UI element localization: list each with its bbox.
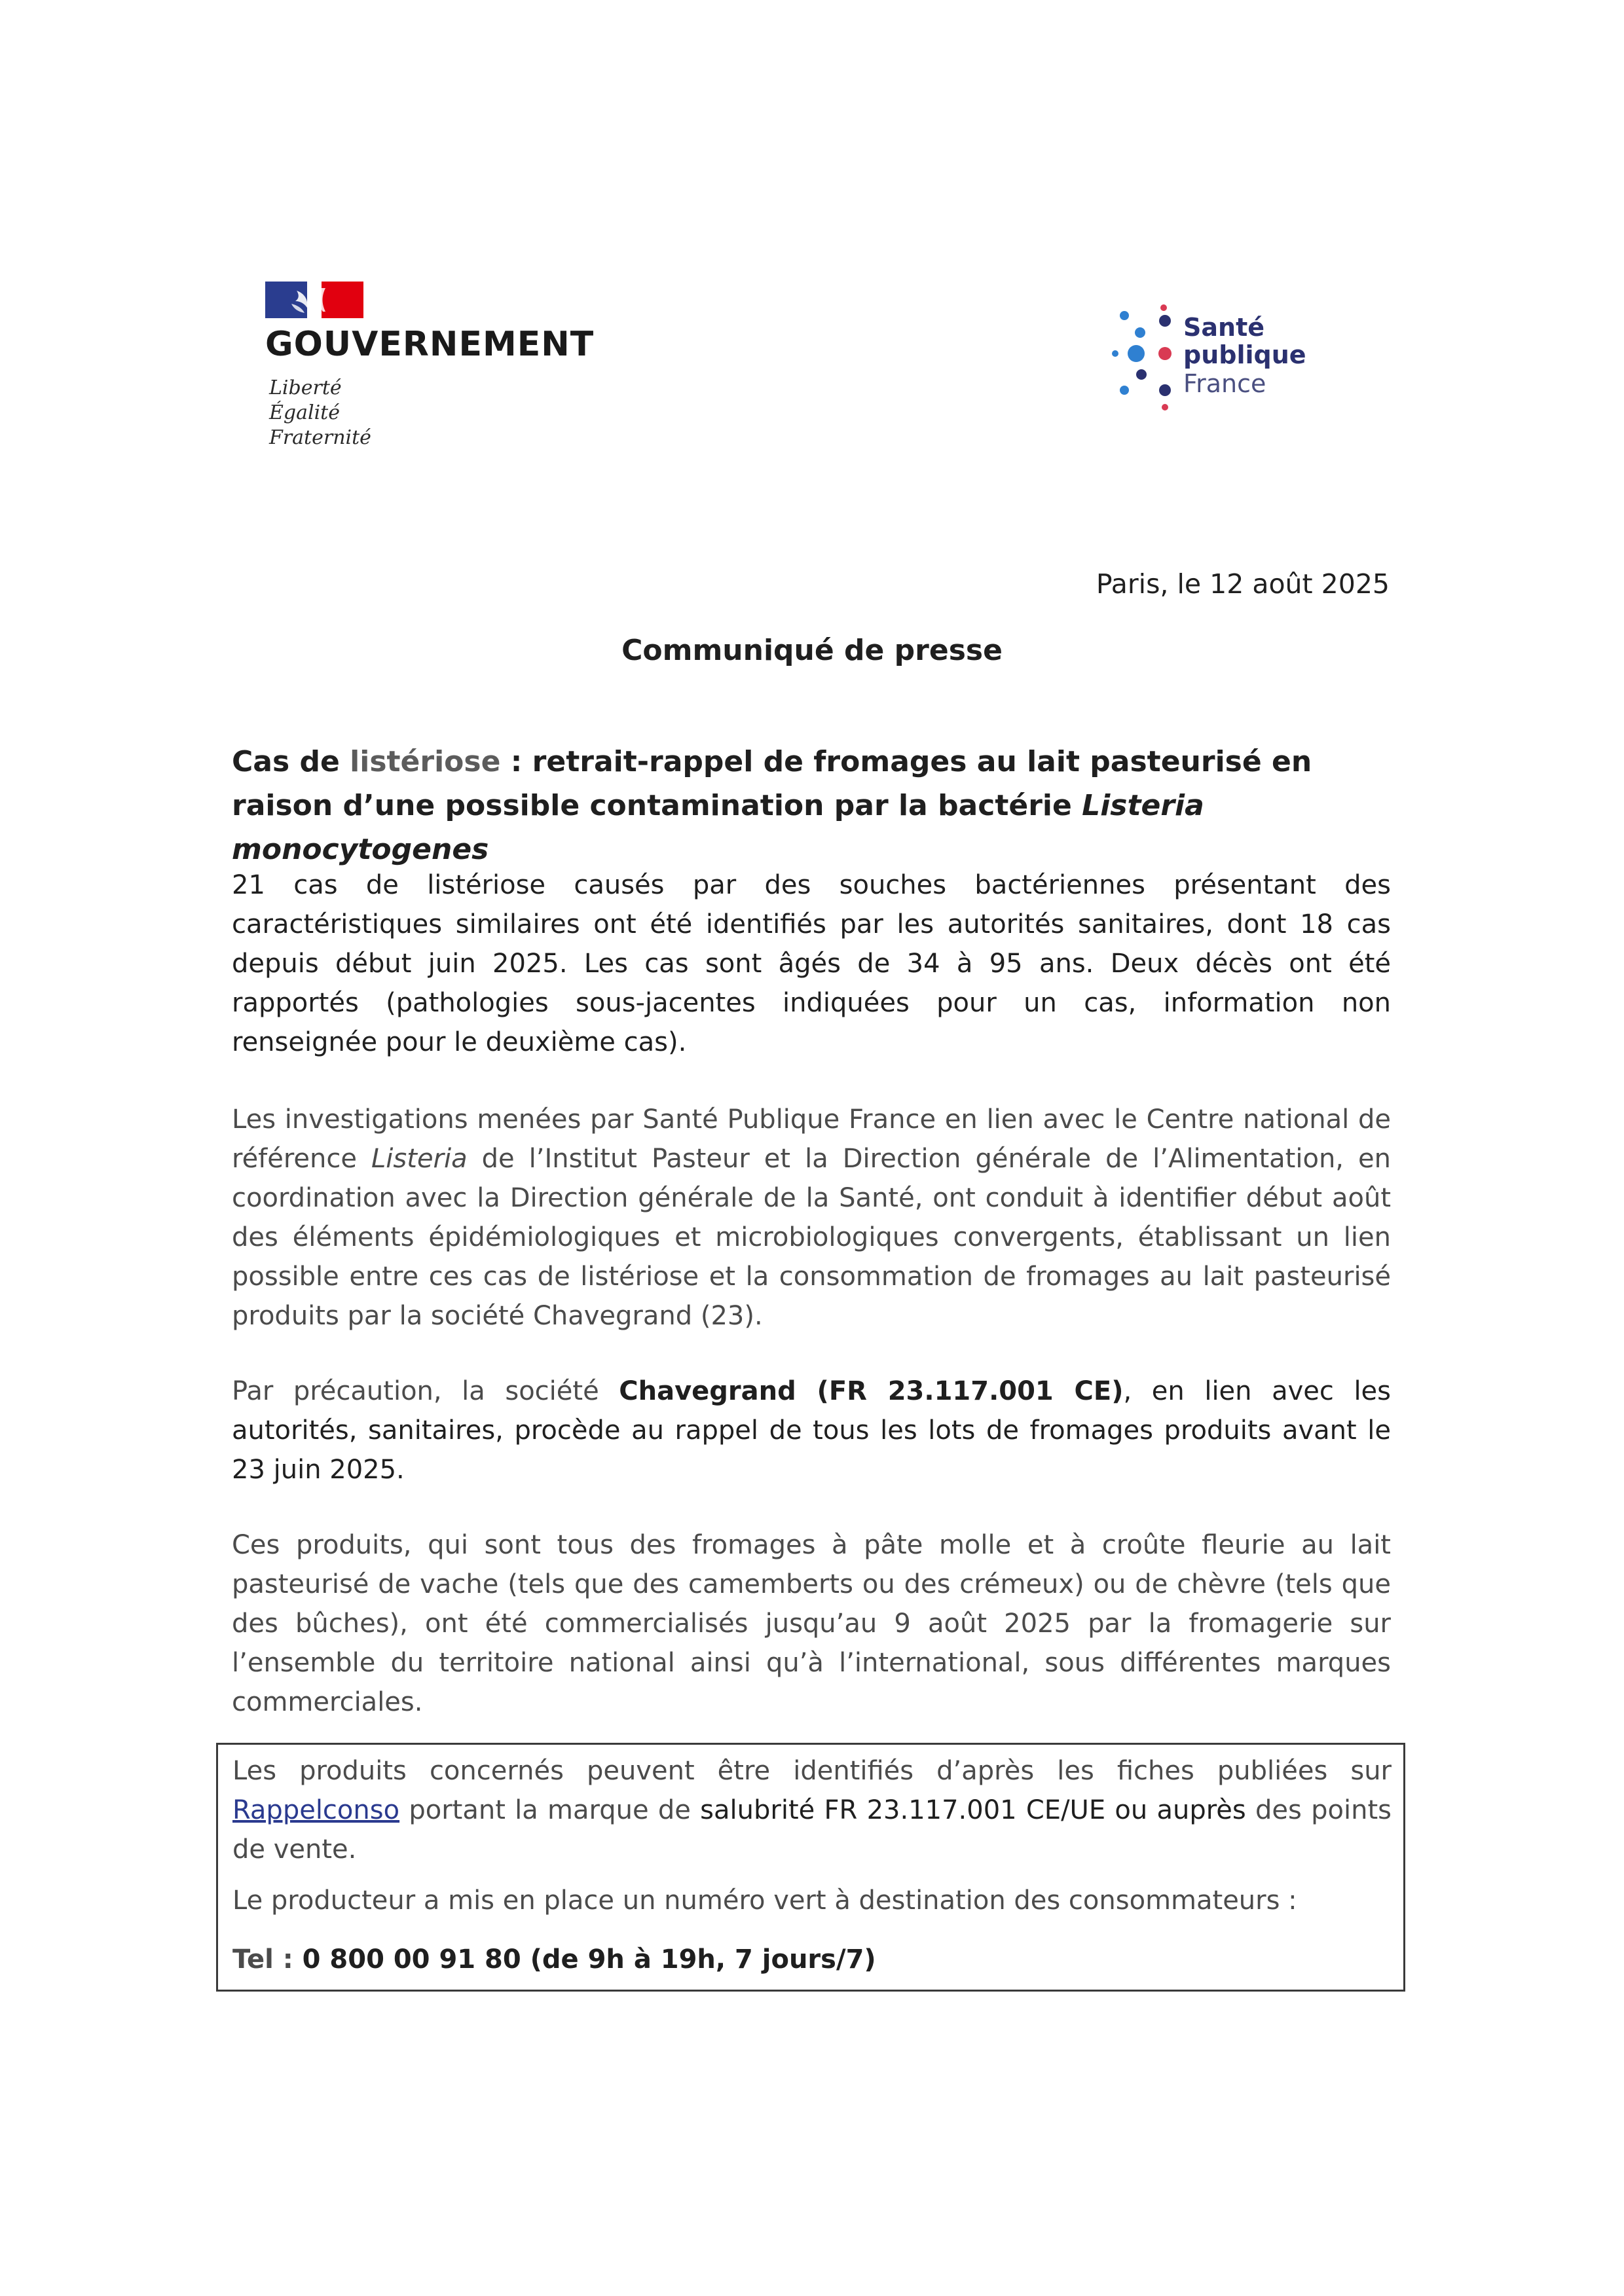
box-phone-line [232, 1940, 1392, 1979]
p3-text-b: , en lien avec les autorités, sanitaires, procède au rappel de tous les lots de fromages produits avant le 23 juin 2025. [232, 1376, 1392, 1485]
title-part-3: : retrait-rappel de fromages au lait pasteurisé en raison d’une possible contamination par la bactérie [232, 745, 1312, 822]
box-p1-text-a: Les produits concernés peuvent être identifiés d’après les fiches publiées sur [232, 1756, 1392, 1786]
p2-italic: Listeria [371, 1144, 468, 1174]
rappelconso-link[interactable]: Rappelconso [232, 1795, 400, 1825]
box-paragraph-hotline: Le producteur a mis en place un numéro vert à destination des consommateurs : [232, 1886, 1297, 1916]
paragraph-cases: 21 cas de listériose causés par des souches bactériennes présentant des caractéristiques similaires ont été identifiés par les autorités sanitaires, dont 18 cas depuis début juin 2025. Les cas sont âgés de 34 à 95 ans. Deux décès ont été rapportés (pathologies sous-jacentes indiquées pour un cas, information non renseignée pour le deuxième cas). [232, 870, 1391, 1057]
marianne-flag-icon [265, 282, 363, 318]
spf-line-france: France [1183, 369, 1266, 398]
title-italic: Listeria monocytogenes [232, 789, 1204, 866]
sante-publique-france-logo [1110, 301, 1306, 412]
p3-text-a: Par précaution, la société [232, 1376, 619, 1406]
title-part-2: listériose [350, 745, 501, 778]
p2-text-b: de l’Institut Pasteur et la Direction générale de l’Alimentation, en coordination avec la Direction générale de la Santé, ont conduit à identifier début août des éléments épidémiologiques et microbiologiques convergents, établissant un lien possible entre ces cas de listériose et la consommation de fromages au lait pasteurisé produits par la société Chavegrand (23). [232, 1144, 1391, 1331]
tel-value: 0 800 00 91 80 (de 9h à 19h, 7 jours/7) [302, 1944, 876, 1975]
box-p1-text-c: des points de vente. [232, 1795, 1392, 1865]
title-part-1: Cas de [232, 745, 350, 778]
p3-bold: Chavegrand (FR 23.117.001 CE) [619, 1376, 1124, 1406]
p2-text-a: Les investigations menées par Santé Publique France en lien avec le Centre national de référence [232, 1104, 1391, 1174]
motto-egalite: Égalité [269, 401, 340, 424]
government-logo [265, 282, 606, 458]
spf-line-publique: publique [1183, 340, 1306, 369]
spf-dots-icon [1110, 301, 1175, 412]
date-line: Paris, le 12 août 2025 [1096, 568, 1390, 600]
press-release-title [232, 740, 1391, 871]
box-p1-text-b: portant la marque de [399, 1795, 701, 1825]
paragraph-products: Ces produits, qui sont tous des fromages à pâte molle et à croûte fleurie au lait pasteurisé de vache (tels que des camemberts ou des crémeux) ou de chèvre (tels que des bûches), ont été commercialisés jusqu’au 9 août 2025 par la fromagerie sur l’ensemble du territoire national ainsi qu’à l’international, sous différentes marques commerciales. [232, 1530, 1391, 1717]
paragraph-investigations [232, 1100, 1391, 1336]
motto-liberte: Liberté [269, 376, 342, 399]
spf-line-sante: Santé [1183, 313, 1265, 342]
box-p1-dark: salubrité FR 23.117.001 CE/UE ou auprès [700, 1795, 1246, 1825]
box-paragraph-identification [232, 1751, 1392, 1869]
motto-fraternite: Fraternité [269, 426, 371, 449]
info-box [216, 1743, 1405, 1992]
government-title: GOUVERNEMENT [265, 325, 595, 364]
paragraph-recall [232, 1372, 1391, 1489]
tel-label: Tel : [232, 1944, 303, 1975]
press-release-heading: Communiqué de presse [621, 634, 1003, 667]
